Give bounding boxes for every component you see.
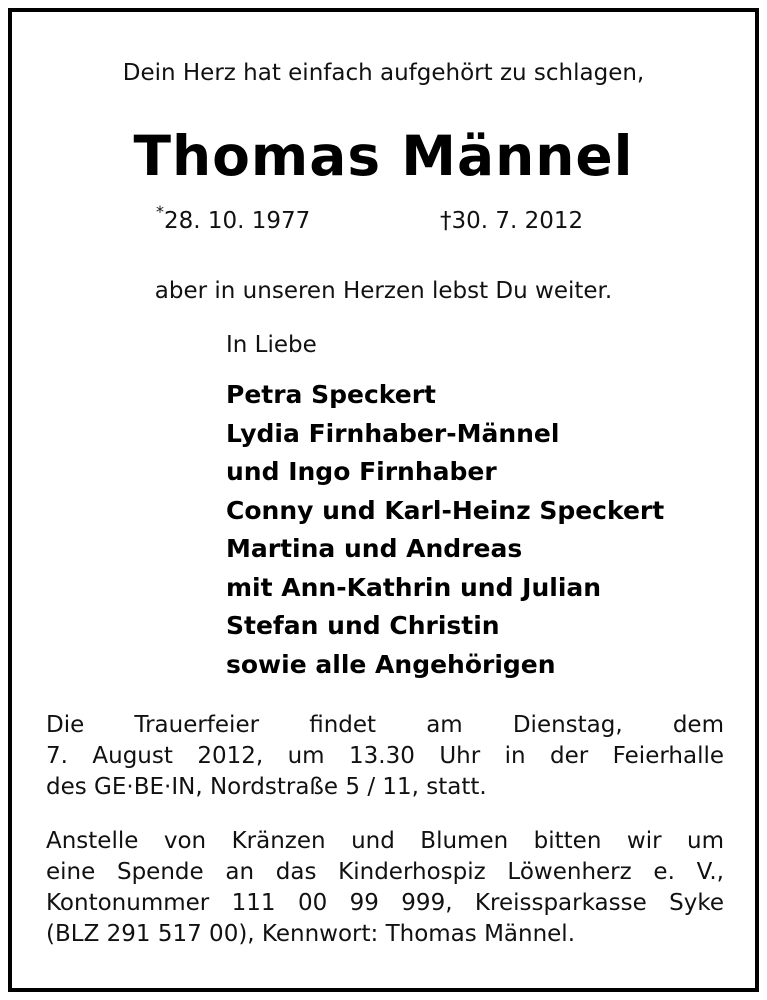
love-line: In Liebe xyxy=(226,332,317,358)
mourner-name: Conny und Karl-Heinz Speckert xyxy=(226,495,665,525)
donation-line: (BLZ 291 517 00), Kennwort: Thomas Männel. xyxy=(46,921,576,947)
mourner-name: Martina und Andreas xyxy=(226,534,523,563)
birth-date: 28. 10. 1977 xyxy=(164,208,311,234)
mourner-name: mit Ann-Kathrin und Julian xyxy=(226,572,602,602)
donation-line: Anstelle von Kränzen und Blumen bitten wir um xyxy=(46,828,724,854)
donation-line: eine Spende an das Kinderhospiz Löwenherz e. V., xyxy=(46,859,724,885)
death-date: †30. 7. 2012 xyxy=(440,208,584,234)
mourners-list xyxy=(226,376,664,684)
ceremony-line: 7. August 2012, um 13.30 Uhr in der Feierhalle xyxy=(46,743,724,769)
continuation-line: aber in unseren Herzen lebst Du weiter. xyxy=(154,278,613,304)
mourner-name: Lydia Firnhaber-Männel xyxy=(226,418,560,448)
life-dates xyxy=(12,202,755,248)
mourner-name: Petra Speckert xyxy=(226,380,436,409)
donation-line: Kontonummer 111 00 99 999, Kreissparkasse Syke xyxy=(46,890,724,916)
obituary-notice xyxy=(8,8,759,992)
ceremony-line: des GE·BE·IN, Nordstraße 5 / 11, statt. xyxy=(46,774,487,800)
mourner-name: sowie alle Angehörigen xyxy=(226,649,556,679)
deceased-name: Thomas Männel xyxy=(133,124,634,188)
donation-paragraph xyxy=(46,826,724,950)
intro-line: Dein Herz hat einfach aufgehört zu schlagen, xyxy=(122,60,645,86)
mourner-name: und Ingo Firnhaber xyxy=(226,457,497,486)
ceremony-line: Die Trauerfeier findet am Dienstag, dem xyxy=(46,712,724,738)
birth-marker: * xyxy=(156,202,164,221)
ceremony-paragraph xyxy=(46,710,724,803)
mourner-name: Stefan und Christin xyxy=(226,611,500,640)
birth-date-group xyxy=(156,202,311,234)
